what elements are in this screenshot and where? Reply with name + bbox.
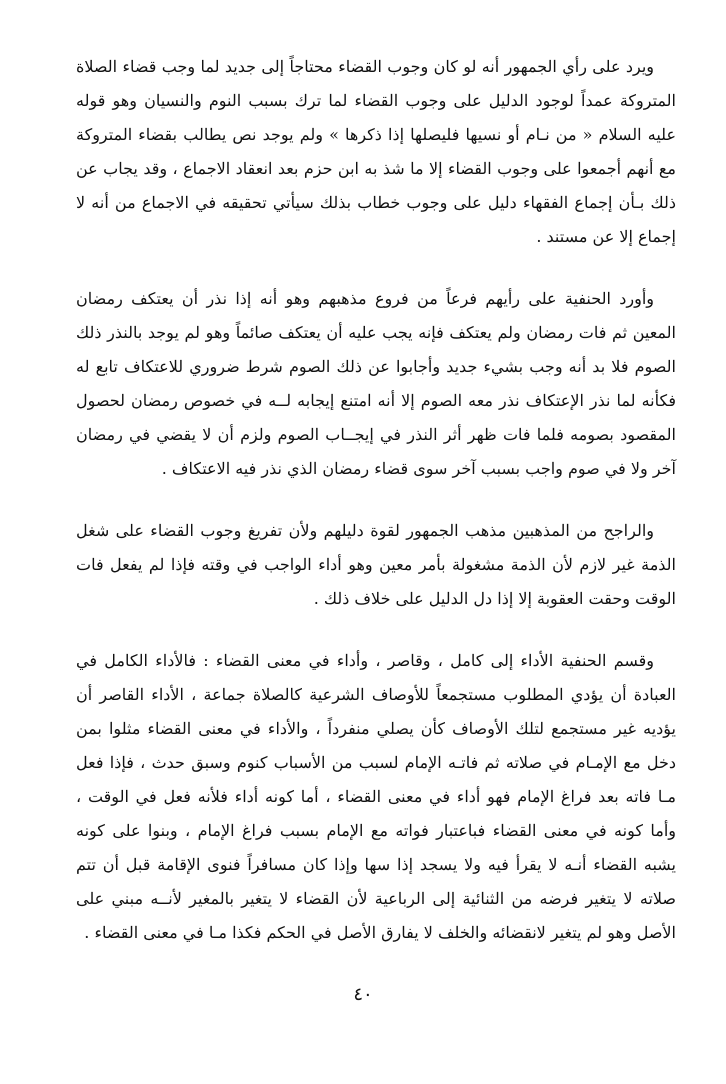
page-body (76, 50, 676, 950)
paragraph: ويرد على رأي الجمهور أنه لو كان وجوب القضاء محتاجاً إلى جديد لما وجب قضاء الصلاة المتروكة عمداً لوجود الدليل على وجوب القضاء لما ترك بسبب النوم والنسيان وهو قوله عليه السلام « من نـام أو نسيها فليصلها إذا ذكرها » ولم يوجد نص يطالب بقضاء المتروكة مع أنهم أجمعوا على وجوب القضاء إلا ما شذ به ابن حزم بعد انعقاد الاجماع ، وقد يجاب عن ذلك بـأن إجماع الفقهاء دليل على وجوب خطاب بذلك سيأتي تحقيقه في الاجماع من أنه لا إجماع إلا عن مستند . (76, 57, 676, 246)
paragraph: وقسم الحنفية الأداء إلى كامل ، وقاصر ، وأداء في معنى القضاء : فالأداء الكامل في العبادة أن يؤدي المطلوب مستجمعاً للأوصاف الشرعية كالصلاة جماعة ، الأداء القاصر أن يؤديه غير مستجمع لتلك الأوصاف كأن يصلي منفرداً ، والأداء في معنى القضاء مثلوا بمن دخل مع الإمـام في صلاته ثم فاتـه الإمام لسبب من الأسباب كنوم وسبق حدث ، فإذا فعل مـا فاته بعد فراغ الإمام فهو أداء في معنى القضاء ، أما كونه أداء فلأنه فعل في الوقت ، وأما كونه في معنى القضاء فباعتبار فواته مع الإمام بسبب فراغ الإمام ، وبنوا على كونه يشبه القضاء أنـه لا يقرأ فيه ولا يسجد إذا سها وإذا كان مسافراً فنوى الإقامة قبل أن تتم صلاته لا يتغير فرضه من الثنائية إلى الرباعية لأن القضاء لا يتغير بالمغير لأنــه مبني على الأصل وهو لم يتغير لانقضائه والخلف لا يفارق الأصل في الحكم فكذا مـا في معنى القضاء . (76, 651, 676, 942)
paragraph: وأورد الحنفية على رأيهم فرعاً من فروع مذهبهم وهو أنه إذا نذر أن يعتكف رمضان المعين ثم فات رمضان ولم يعتكف فإنه يجب عليه أن يعتكف صائماً وهو لم يوجد بالنذر ذلك الصوم فلا بد أنه وجب بشيء جديد وأجابوا عن ذلك الصوم شرط ضروري للاعتكاف تابع له فكأنه لما نذر الإعتكاف نذر معه الصوم إلا أنه امتنع إيجابه لــه في خصوص رمضان لحصول المقصود بصومه فلما فات ظهر أثر النذر في إيجــاب الصوم ولزم أن لا يقضي في رمضان آخر ولا في صوم واجب بسبب آخر سوى قضاء رمضان الذي نذر فيه الاعتكاف . (76, 289, 676, 478)
page-number: ٤٠ (353, 984, 373, 1005)
paragraph: والراجح من المذهبين مذهب الجمهور لقوة دليلهم ولأن تفريغ وجوب القضاء على شغل الذمة غير لازم لأن الذمة مشغولة بأمر معين وهو أداء الواجب في وقته فإذا لم يفعل فات الوقت وحقت العقوبة إلا إذا دل الدليل على خلاف ذلك . (76, 521, 676, 608)
